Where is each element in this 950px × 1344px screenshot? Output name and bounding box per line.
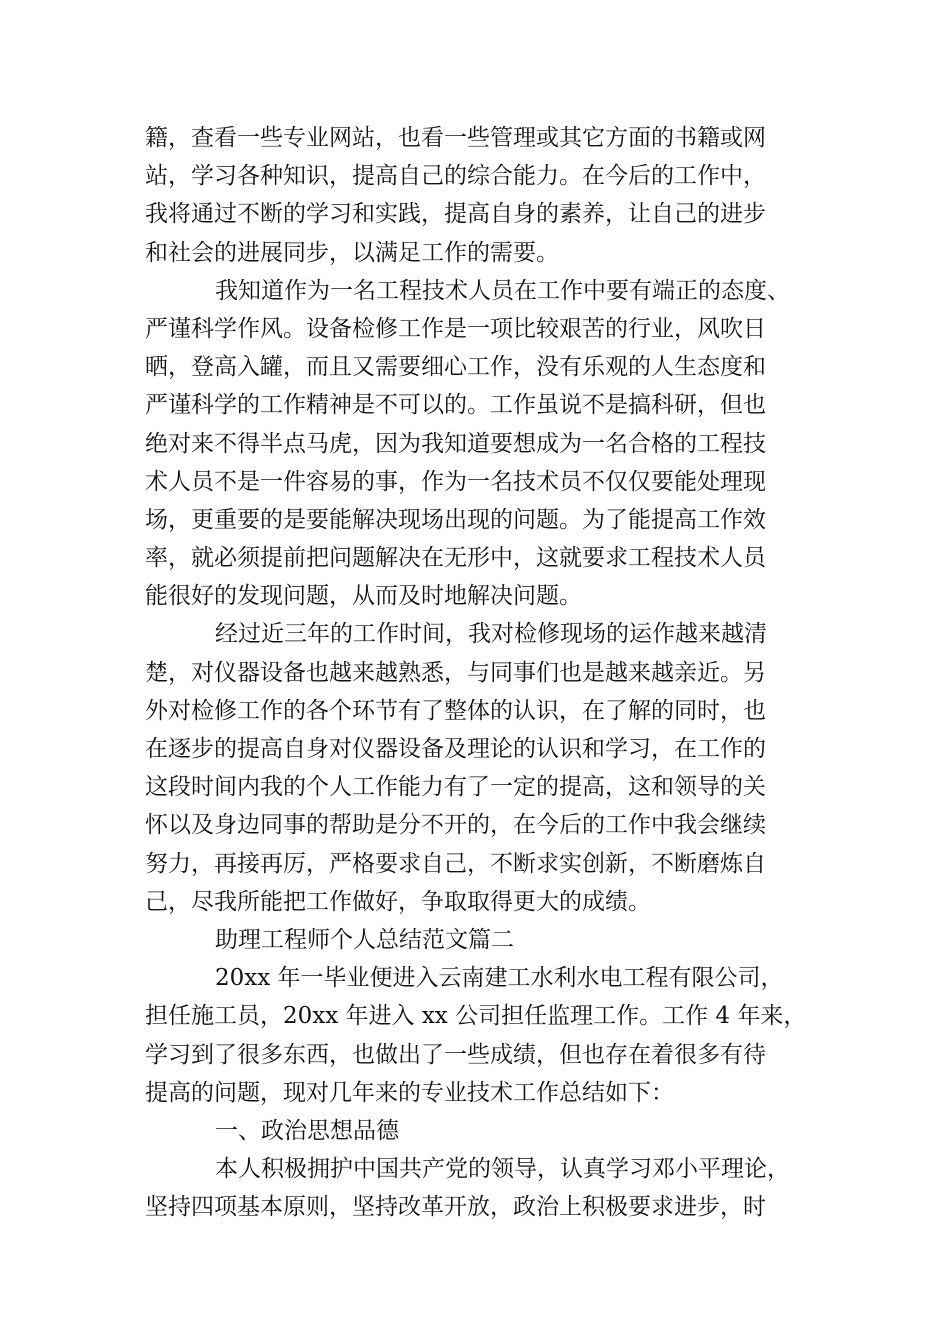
text-line: 严谨科学的工作精神是不可以的。工作虽说不是搞科研，但也	[145, 392, 766, 419]
paragraph-start-line: 本人积极拥护中国共产党的领导，认真学习邓小平理论，	[215, 1156, 790, 1183]
paragraph-start-line: 经过近三年的工作时间，我对检修现场的运作越来越清	[215, 621, 767, 648]
paragraph-start-line: 我知道作为一名工程技术人员在工作中要有端正的态度、	[215, 277, 790, 304]
text-line: 提高的问题，现对几年来的专业技术工作总结如下：	[145, 1079, 674, 1106]
document-body	[145, 119, 815, 1226]
subsection-heading: 一、政治思想品德	[215, 1117, 399, 1144]
text-line: 努力，再接再厉，严格要求自己，不断求实创新，不断磨炼自	[145, 850, 766, 877]
text-line: 场，更重要的是要能解决现场出现的问题。为了能提高工作效	[145, 506, 766, 533]
text-line: 这段时间内我的个人工作能力有了一定的提高，这和领导的关	[145, 774, 766, 801]
text-line: 在逐步的提高自身对仪器设备及理论的认识和学习，在工作的	[145, 736, 766, 762]
text-line: 外对检修工作的各个环节有了整体的认识，在了解的同时，也	[145, 697, 766, 724]
text-line: 己，尽我所能把工作做好，争取取得更大的成绩。	[145, 888, 651, 915]
text-line: 籍，查看一些专业网站，也看一些管理或其它方面的书籍或网	[145, 125, 766, 151]
section-heading: 助理工程师个人总结范文篇二	[215, 926, 514, 953]
text-line: 站，学习各种知识，提高自己的综合能力。在今后的工作中，	[145, 163, 766, 190]
text-line: 能很好的发现问题，从而及时地解决问题。	[145, 583, 582, 610]
text-line: 和社会的进展同步，以满足工作的需要。	[145, 239, 559, 266]
text-line: 怀以及身边同事的帮助是分不开的，在今后的工作中我会继续	[145, 812, 766, 839]
text-line: 率，就必须提前把问题解决在无形中，这就要求工程技术人员	[145, 545, 766, 572]
text-line: 担任施工员，20xx 年进入 xx 公司担任监理工作。工作 4 年来，	[145, 1003, 807, 1030]
text-line: 坚持四项基本原则，坚持改革开放，政治上积极要求进步，时	[145, 1194, 766, 1221]
text-line: 我将通过不断的学习和实践，提高自身的素养，让自己的进步	[145, 201, 766, 228]
text-line: 学习到了很多东西，也做出了一些成绩，但也存在着很多有待	[145, 1041, 766, 1068]
text-line: 绝对来不得半点马虎，因为我知道要想成为一名合格的工程技	[145, 430, 766, 457]
text-line: 严谨科学作风。设备检修工作是一项比较艰苦的行业，风吹日	[145, 315, 766, 342]
text-line: 楚，对仪器设备也越来越熟悉，与同事们也是越来越亲近。另	[145, 659, 766, 686]
paragraph-start-line: 20xx 年一毕业便进入云南建工水利水电工程有限公司，	[215, 965, 784, 992]
text-line: 晒，登高入罐，而且又需要细心工作，没有乐观的人生态度和	[145, 354, 766, 381]
text-line: 术人员不是一件容易的事，作为一名技术员不仅仅要能处理现	[145, 468, 766, 495]
